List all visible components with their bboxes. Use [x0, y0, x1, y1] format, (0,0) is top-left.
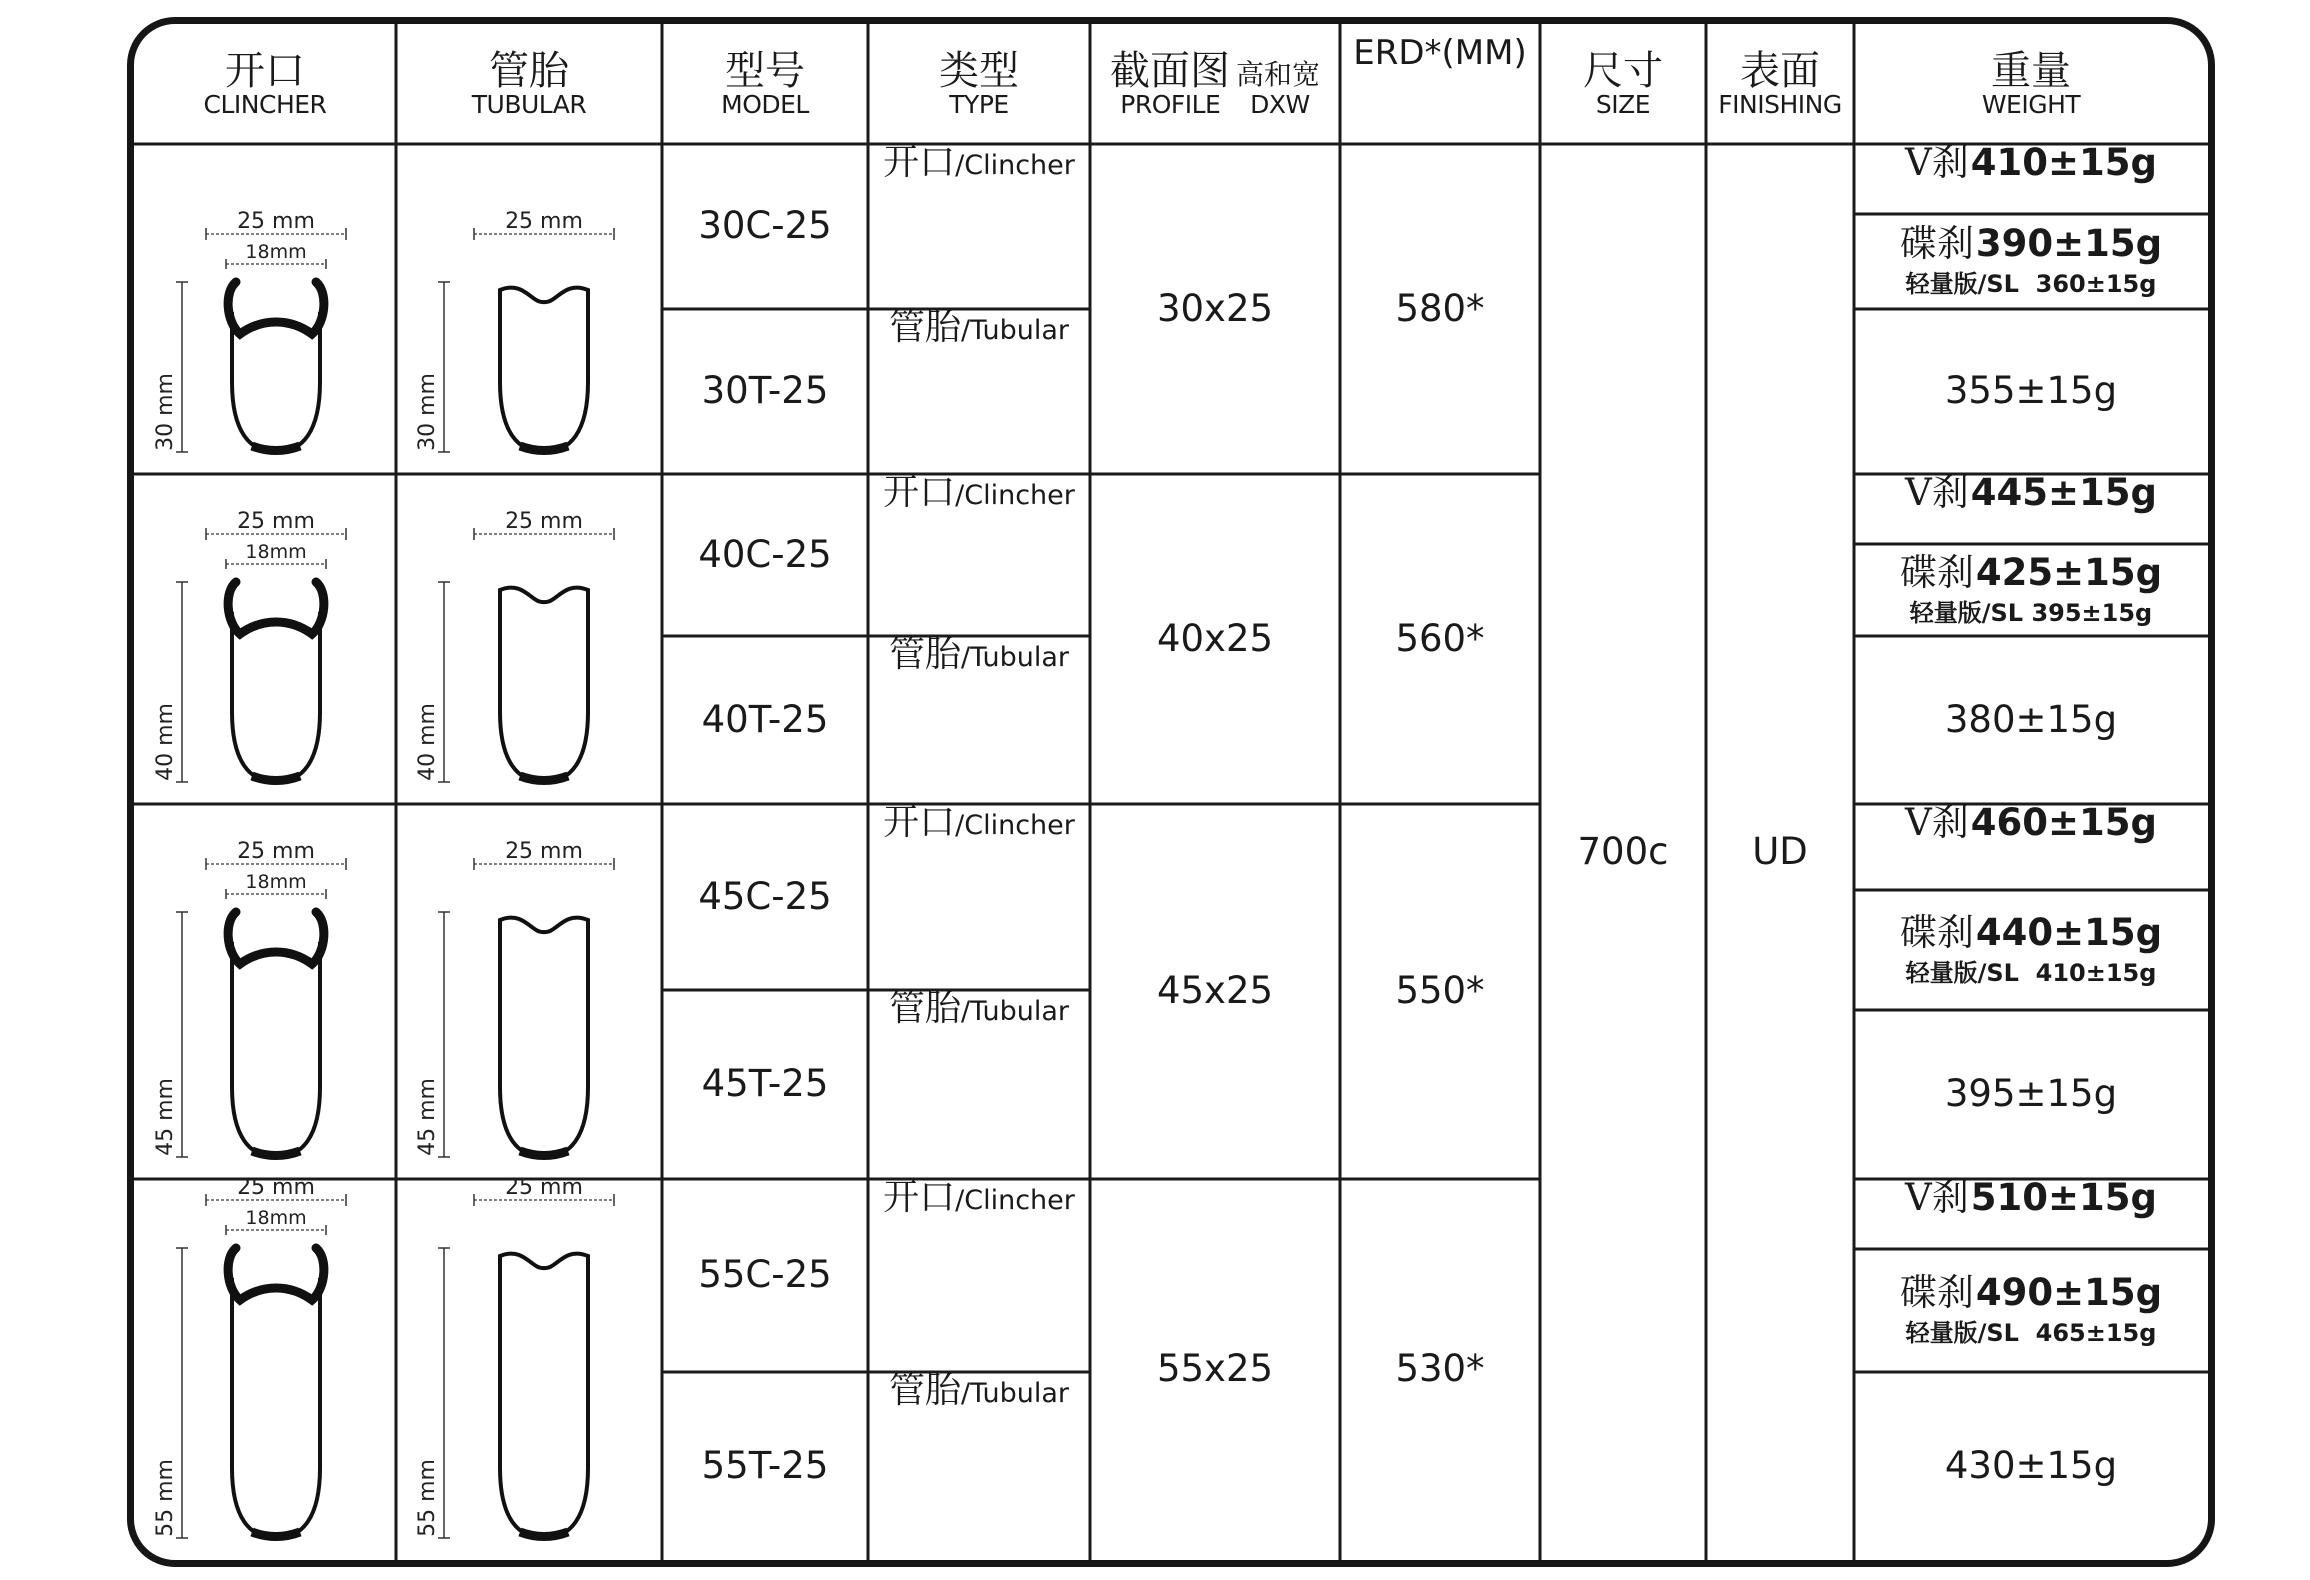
outer-width-label: 25 mm — [505, 1179, 583, 1200]
weight-tubular: 380±15g — [1944, 697, 2118, 741]
header-model-en: MODEL — [721, 89, 809, 119]
weight-disc-brake — [1854, 890, 2208, 1010]
model-clincher: 30C-25 — [698, 204, 832, 248]
rim-bed — [520, 446, 568, 451]
model-tubular: 55T-25 — [701, 1443, 829, 1487]
depth-label: 30 mm — [153, 373, 178, 451]
type-zh: 管胎 — [888, 1370, 961, 1411]
type-zh: 管胎 — [888, 634, 961, 675]
model-tubular: 30T-25 — [701, 369, 829, 413]
rim-body — [232, 1278, 320, 1538]
header-finishing-en: FINISHING — [1718, 89, 1842, 119]
type-clincher — [868, 804, 1090, 990]
spec-table — [127, 17, 2215, 1567]
rim-bed — [252, 1532, 300, 1537]
size-value: 700c — [1577, 829, 1669, 873]
outer-width-label: 25 mm — [505, 839, 583, 864]
profile-dxw: 45x25 — [1156, 969, 1274, 1013]
type-en: /Clincher — [955, 480, 1075, 511]
depth-label: 30 mm — [415, 373, 440, 451]
header-weight-zh: 重量 — [1991, 47, 2071, 94]
weight-tubular: 395±15g — [1944, 1072, 2118, 1116]
type-tubular — [868, 309, 1090, 474]
inner-width-label: 18mm — [245, 241, 307, 263]
outer-width-label: 25 mm — [505, 509, 583, 534]
sl-weight: 轻量版/SL 360±15g — [1905, 270, 2157, 299]
outer-width-label: 25 mm — [237, 839, 315, 864]
model-clincher: 55C-25 — [698, 1253, 832, 1297]
v-brake-label: V刹 — [1905, 471, 1969, 514]
header-profile-zh-small: 高和宽 — [1235, 57, 1320, 91]
type-zh: 开口 — [883, 472, 956, 513]
type-en: /Tubular — [961, 315, 1069, 346]
type-en: /Clincher — [955, 810, 1075, 841]
header-finishing-zh: 表面 — [1740, 47, 1820, 94]
rim-hook — [228, 912, 324, 964]
weight-v-brake — [1854, 471, 2208, 544]
type-clincher — [868, 1179, 1090, 1372]
disc-brake-value: 425±15g — [1975, 550, 2163, 594]
depth-label: 40 mm — [153, 703, 178, 781]
model-clincher: 45C-25 — [698, 874, 832, 918]
v-brake-value: 510±15g — [1970, 1176, 2157, 1219]
header-tubular-en: TUBULAR — [471, 89, 587, 119]
erd-value: 550* — [1395, 969, 1485, 1013]
rim-bed — [252, 776, 300, 781]
clincher-profile-drawing — [134, 144, 396, 474]
v-brake-value: 410±15g — [1970, 141, 2157, 184]
weight-v-brake — [1854, 801, 2208, 890]
header-clincher-zh: 开口 — [225, 47, 305, 94]
tubular-profile-drawing — [396, 474, 662, 804]
header-model — [662, 24, 868, 144]
type-en: /Clincher — [955, 150, 1075, 181]
rim-body — [500, 1254, 588, 1538]
type-zh: 管胎 — [888, 988, 961, 1029]
header-weight-en: WEIGHT — [1981, 89, 2081, 119]
rim-bed — [520, 1532, 568, 1537]
inner-width-label: 18mm — [245, 871, 307, 893]
weight-tubular: 430±15g — [1944, 1443, 2118, 1487]
profile-dxw: 40x25 — [1156, 616, 1274, 660]
clincher-profile-drawing — [134, 1179, 396, 1560]
weight-disc-brake — [1854, 1249, 2208, 1372]
inner-width-label: 18mm — [245, 541, 307, 563]
tubular-profile-drawing — [396, 804, 662, 1179]
model-clincher: 40C-25 — [698, 532, 832, 576]
sl-weight: 轻量版/SL 395±15g — [1909, 598, 2153, 627]
disc-brake-value: 490±15g — [1975, 1271, 2163, 1315]
disc-brake-value: 390±15g — [1975, 222, 2163, 266]
tubular-profile-drawing — [396, 144, 662, 474]
weight-v-brake — [1854, 1176, 2208, 1249]
depth-label: 55 mm — [415, 1459, 440, 1537]
type-tubular — [868, 1372, 1090, 1560]
finishing-value: UD — [1752, 829, 1808, 873]
outer-width-label: 25 mm — [505, 209, 583, 234]
sl-weight: 轻量版/SL 410±15g — [1905, 958, 2157, 987]
header-clincher-en: CLINCHER — [203, 89, 327, 119]
disc-brake-label: 碟刹 — [1899, 910, 1974, 954]
erd-value: 560* — [1395, 616, 1485, 660]
header-size-zh: 尺寸 — [1583, 47, 1663, 94]
header-profile-en: PROFILE DXW — [1120, 89, 1310, 119]
weight-disc-brake — [1854, 214, 2208, 309]
erd-value: 530* — [1395, 1347, 1485, 1391]
type-en: /Tubular — [961, 1378, 1069, 1409]
type-en: /Clincher — [955, 1185, 1075, 1216]
header-type-en: TYPE — [949, 89, 1009, 119]
type-zh: 开口 — [883, 802, 956, 843]
sl-weight: 轻量版/SL 465±15g — [1905, 1319, 2157, 1348]
inner-width-label: 18mm — [245, 1207, 307, 1229]
weight-disc-brake — [1854, 544, 2208, 636]
header-tubular-zh: 管胎 — [489, 47, 569, 94]
erd-value: 580* — [1395, 286, 1485, 330]
header-profile-zh: 截面图 — [1109, 47, 1230, 94]
tubular-profile-drawing — [396, 1179, 662, 1560]
type-en: /Tubular — [961, 642, 1069, 673]
type-clincher — [868, 144, 1090, 309]
header-tubular — [396, 24, 662, 144]
weight-tubular: 355±15g — [1944, 369, 2118, 413]
header-type-zh: 类型 — [939, 47, 1019, 94]
type-zh: 开口 — [883, 142, 956, 183]
rim-body — [500, 918, 588, 1157]
rim-bed — [252, 446, 300, 451]
header-size-en: SIZE — [1595, 89, 1651, 119]
v-brake-value: 445±15g — [1970, 471, 2157, 514]
header-model-zh: 型号 — [725, 47, 805, 94]
model-tubular: 40T-25 — [701, 697, 829, 741]
rim-hook — [228, 582, 324, 634]
rim-bed — [520, 1151, 568, 1156]
v-brake-label: V刹 — [1905, 801, 1969, 844]
disc-brake-label: 碟刹 — [1899, 550, 1974, 594]
outer-width-label: 25 mm — [237, 209, 315, 234]
v-brake-label: V刹 — [1905, 141, 1969, 184]
profile-dxw: 55x25 — [1156, 1347, 1274, 1391]
depth-label: 40 mm — [415, 703, 440, 781]
header-finishing — [1706, 24, 1854, 144]
rim-hook — [228, 282, 324, 334]
disc-brake-label: 碟刹 — [1899, 222, 1974, 266]
outer-width-label: 25 mm — [237, 509, 315, 534]
type-zh: 开口 — [883, 1177, 956, 1218]
v-brake-value: 460±15g — [1970, 801, 2157, 844]
header-erd-label: ERD*(MM) — [1353, 33, 1527, 73]
rim-bed — [252, 1151, 300, 1156]
clincher-profile-drawing — [134, 804, 396, 1179]
clincher-profile-drawing — [134, 474, 396, 804]
disc-brake-value: 440±15g — [1975, 910, 2163, 954]
header-profile — [1090, 24, 1340, 144]
rim-body — [500, 588, 588, 782]
type-tubular — [868, 636, 1090, 804]
type-zh: 管胎 — [888, 307, 961, 348]
depth-label: 45 mm — [153, 1078, 178, 1156]
type-clincher — [868, 474, 1090, 636]
depth-label: 55 mm — [153, 1459, 178, 1537]
disc-brake-label: 碟刹 — [1899, 1271, 1974, 1315]
header-erd — [1340, 24, 1540, 144]
outer-width-label: 25 mm — [237, 1179, 315, 1200]
v-brake-label: V刹 — [1905, 1176, 1969, 1219]
weight-v-brake — [1854, 141, 2208, 214]
header-type — [868, 24, 1090, 144]
rim-body — [500, 288, 588, 452]
header-clincher — [134, 24, 396, 144]
header-weight — [1854, 24, 2208, 144]
rim-hook — [228, 1248, 324, 1300]
header-size — [1540, 24, 1706, 144]
depth-label: 45 mm — [415, 1078, 440, 1156]
rim-body — [232, 942, 320, 1157]
rim-body — [232, 612, 320, 782]
model-tubular: 45T-25 — [701, 1062, 829, 1106]
type-en: /Tubular — [961, 996, 1069, 1027]
profile-dxw: 30x25 — [1156, 286, 1274, 330]
rim-bed — [520, 776, 568, 781]
type-tubular — [868, 990, 1090, 1179]
